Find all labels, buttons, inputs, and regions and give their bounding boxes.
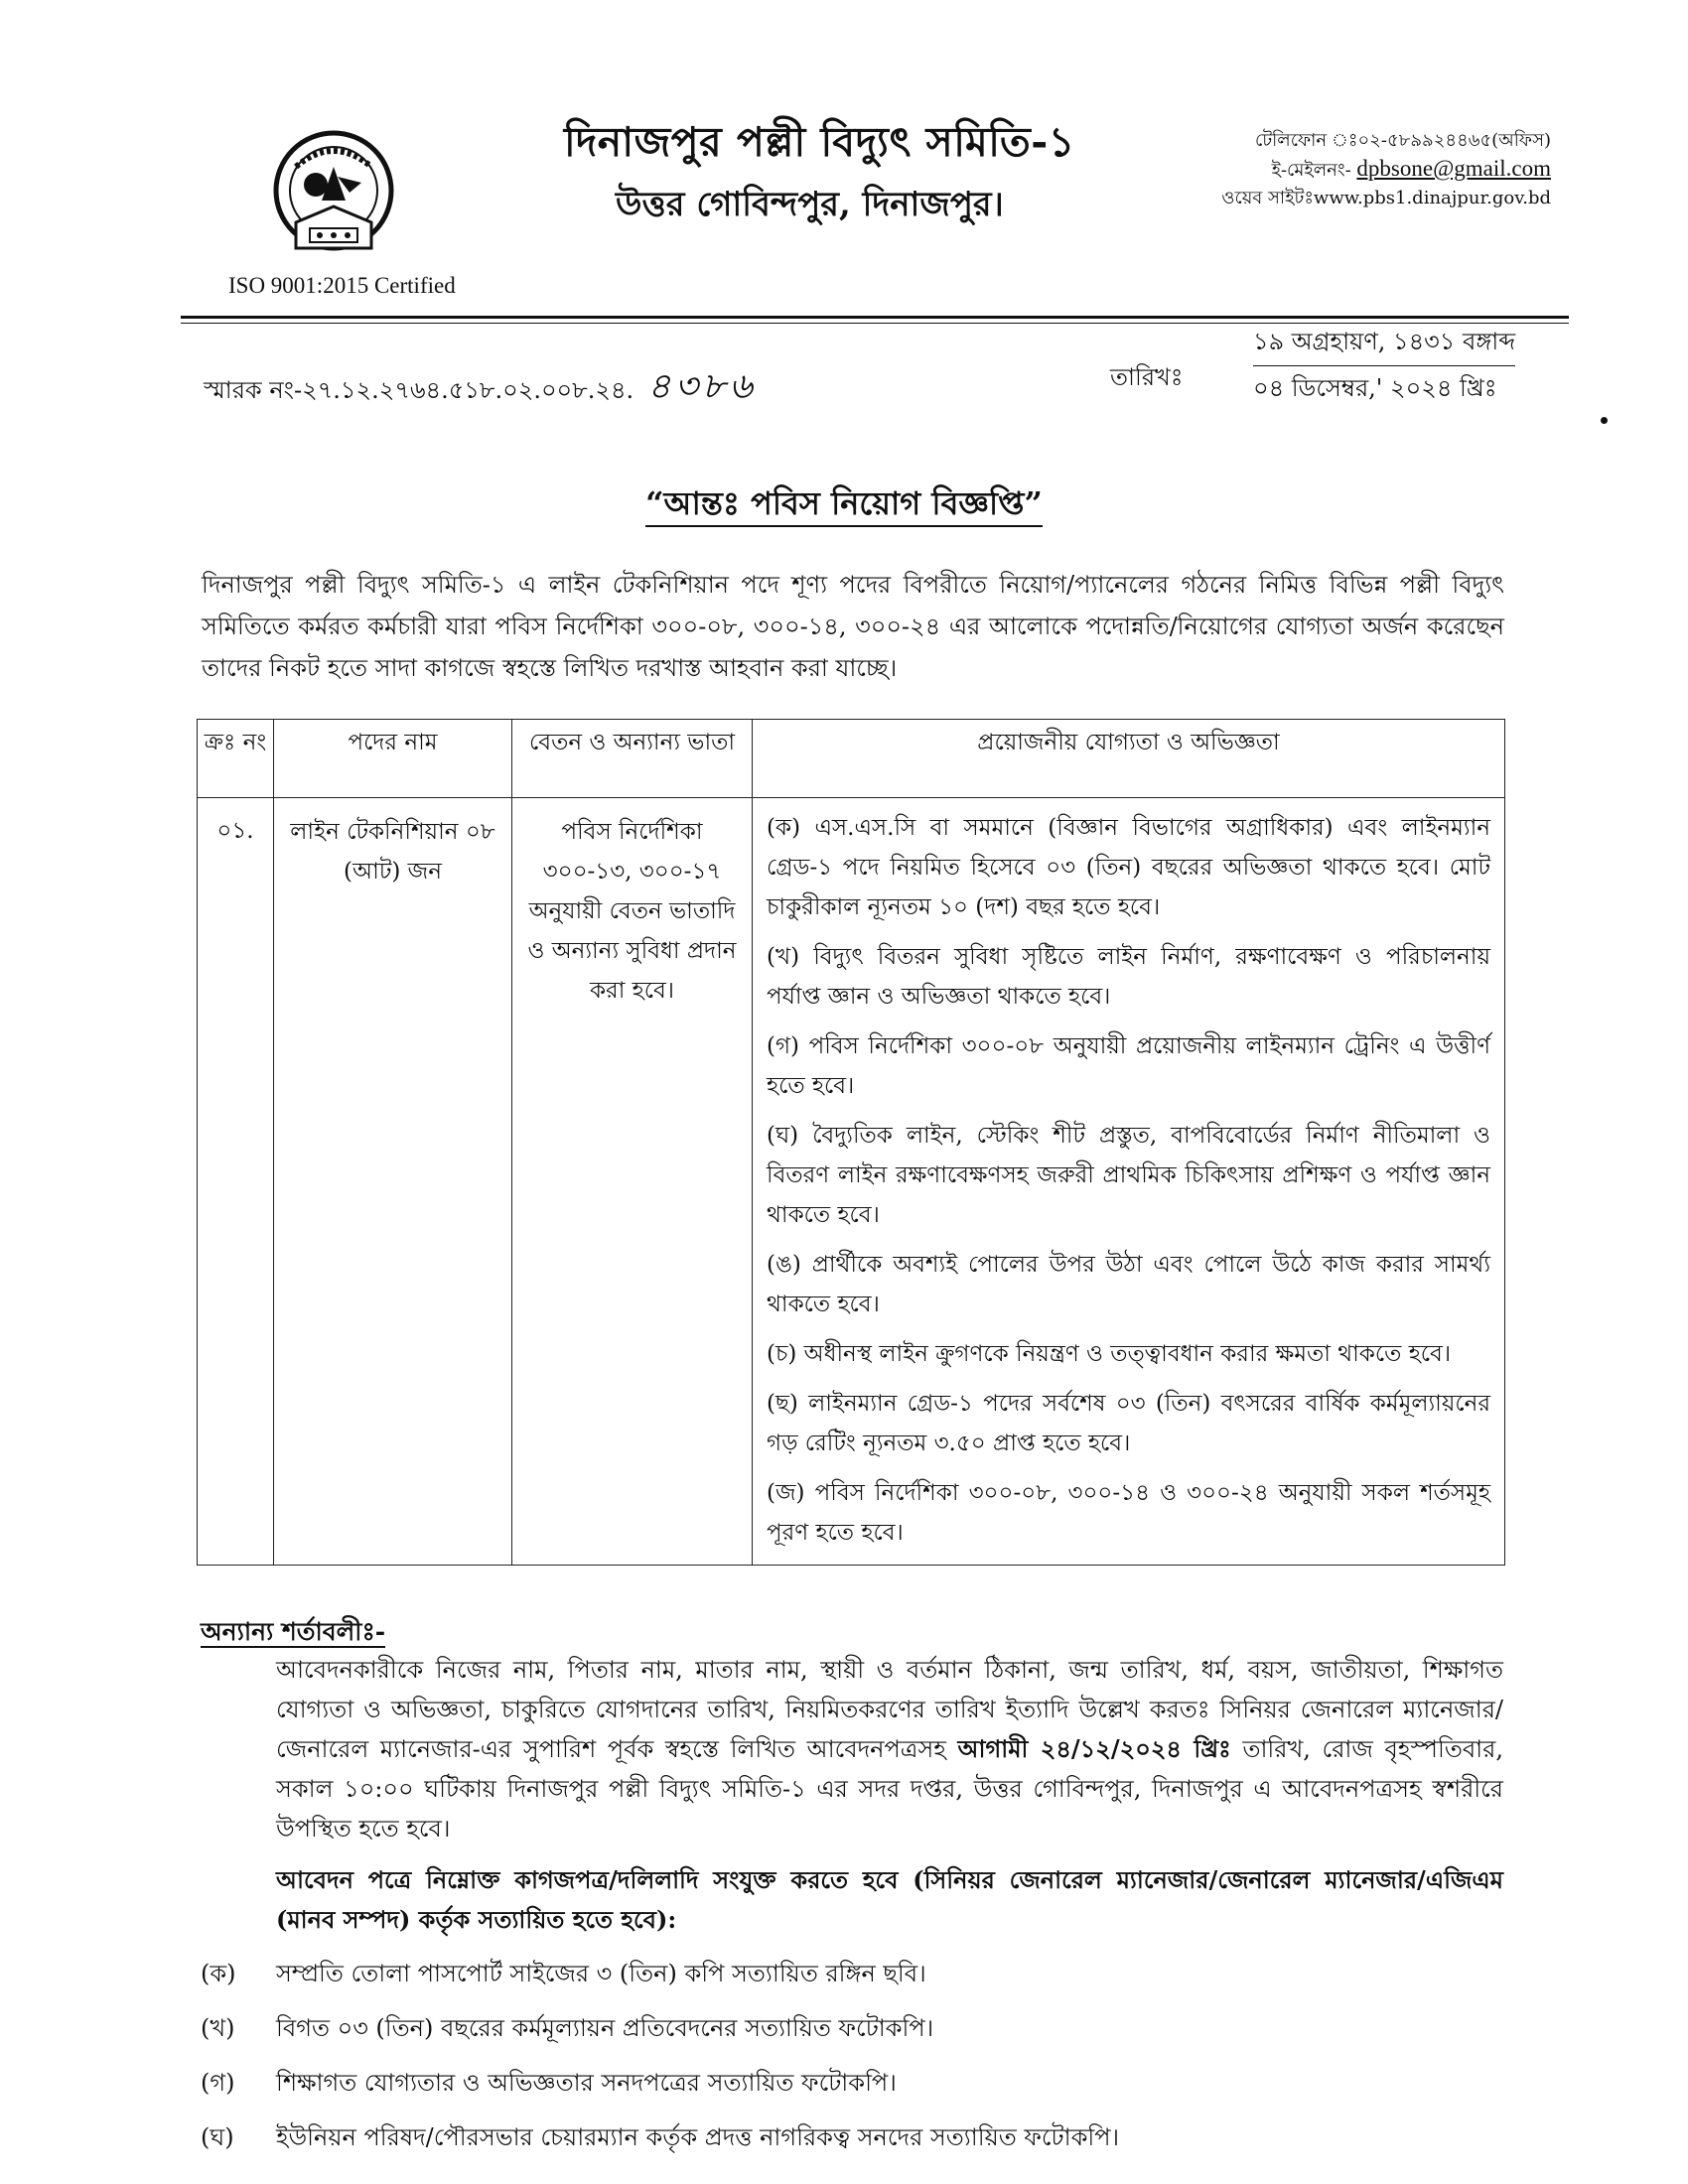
dates-block <box>1253 320 1515 410</box>
table-header-row <box>198 720 1505 798</box>
organization-name: দিনাজপুর পল্লী বিদ্যুৎ সমিতি-১ <box>564 118 1075 166</box>
list-item-key: (ক) <box>201 1960 236 1987</box>
list-item-text: ইউনিয়ন পরিষদ/পৌরসভার চেয়ারম্যান কর্তৃক প্রদত্ত নাগরিকত্ব সনদের সত্যায়িত ফটোকপি। <box>276 2123 1120 2151</box>
qualification-item: (চ) অধীনস্থ লাইন ক্রুগণকে নিয়ন্ত্রণ ও তত্ত্বাবধান করার ক্ষমতা থাকতে হবে। <box>767 1341 1452 1367</box>
list-item-key: (ঘ) <box>201 2123 234 2151</box>
stray-mark <box>1601 417 1608 424</box>
qualification-item: (জ) পবিস নির্দেশিকা ৩০০-০৮, ৩০০-১৪ ও ৩০০-২৪ অনুযায়ী সকল শর্তসমূহ পূরণ হতে হবে। <box>767 1480 1490 1546</box>
qualification-item: (গ) পবিস নির্দেশিকা ৩০০-০৮ অনুযায়ী প্রয়োজনীয় লাইনম্যান ট্রেনিং এ উত্তীর্ণ হতে হবে। <box>767 1033 1490 1099</box>
conditions-text-before: আবেদনকারীকে নিজের নাম, পিতার নাম, মাতার নাম, স্থায়ী ও বর্তমান ঠিকানা, জন্ম তারিখ, ধর্ম, বয়স, জাতীয়তা, শিক্ষাগত যোগ্যতা ও অভিজ্ঞতা, চাকুরিতে যোগদানের তারিখ, নিয়মিতকরণের তারিখ ইত্যাদি উল্লেখ করতঃ সিনিয়র জেনারেল ম্যানেজার/জেনারেল ম্যানেজার-এর সুপারিশ পূর্বক স্বহস্তে লিখিত আবেদনপত্রসহ <box>276 1656 1503 1763</box>
header-serial: ক্রঃ নং <box>198 720 274 798</box>
list-item-text: শিক্ষাগত যোগ্যতার ও অভিজ্ঞতার সনদপত্রের সত্যায়িত ফটোকপি। <box>276 2069 897 2097</box>
header-qualification: প্রয়োজনীয় যোগ্যতা ও অভিজ্ঞতা <box>753 720 1505 798</box>
header-post: পদের নাম <box>274 720 512 798</box>
organization-logo <box>266 127 401 261</box>
list-item-text: সম্প্রতি তোলা পাসপোর্ট সাইজের ৩ (তিন) কপি সত্যায়িত রঙ্গিন ছবি। <box>276 1960 926 1987</box>
conditions-title-text: অন্যান্য শর্তাবলীঃ- <box>201 1617 386 1646</box>
qualification-item: (খ) বিদ্যুৎ বিতরন সুবিধা সৃষ্টিতে লাইন নির্মাণ, রক্ষণাবেক্ষণ ও পরিচালনায় পর্যাপ্ত জ্ঞান ও অভিজ্ঞতা থাকতে হবে। <box>767 944 1490 1010</box>
website: ওয়েব সাইটঃwww.pbs1.dinajpur.gov.bd <box>1221 188 1551 208</box>
phone-number: টেলিফোন ঃ০২-৫৮৯৯২৪৪৬৫(অফিস) <box>1255 130 1551 151</box>
qualification-item: (ছ) লাইনম্যান গ্রেড-১ পদের সর্বশেষ ০৩ (তিন) বৎসরের বার্ষিক কর্মমূল্যায়নের গড় রেটিং ন্যূনতম ৩.৫০ প্রাপ্ত হতে হবে। <box>767 1391 1490 1456</box>
cell-pay: পবিস নির্দেশিকা ৩০০-১৩, ৩০০-১৭ অনুযায়ী বেতন ভাতাদি ও অন্যান্য সুবিধা প্রদান করা হবে। <box>512 798 753 1566</box>
notice-title-text: “আন্তঃ পবিস নিয়োগ বিজ্ঞপ্তি” <box>645 484 1043 527</box>
iso-certification: ISO 9001:2015 Certified <box>228 273 456 298</box>
requirements-table <box>197 719 1505 1566</box>
date-label: তারিখঃ <box>1110 363 1184 391</box>
list-item-key: (গ) <box>201 2069 235 2097</box>
cell-serial: ০১. <box>198 798 274 1566</box>
contact-block <box>1221 127 1551 212</box>
intro-paragraph: দিনাজপুর পল্লী বিদ্যুৎ সমিতি-১ এ লাইন টেকনিশিয়ান পদে শূণ্য পদের বিপরীতে নিয়োগ/প্যানেলের গঠনের নিমিত্ত বিভিন্ন পল্লী বিদ্যুৎ সমিতিতে কর্মরত কর্মচারী যারা পবিস নির্দেশিকা ৩০০-০৮, ৩০০-১৪, ৩০০-২৪ এর আলোকে পদোন্নতি/নিয়োগের যোগ্যতা অর্জন করেছেন তাদের নিকট হতে সাদা কাগজে স্বহস্তে লিখিত দরখাস্ত আহবান করা যাচ্ছে। <box>202 571 1504 682</box>
qualification-item: (ঘ) বৈদ্যুতিক লাইন, স্টেকিং শীট প্রস্তুত, বাপবিবোর্ডের নির্মাণ নীতিমালা ও বিতরণ লাইন রক্ষণাবেক্ষণসহ জরুরী প্রাথমিক চিকিৎসায় প্রশিক্ষণ ও পর্যাপ্ত জ্ঞান থাকতে হবে। <box>767 1123 1490 1228</box>
conditions-deadline: আগামী ২৪/১২/২০২৪ খ্রিঃ <box>957 1734 1231 1763</box>
date-english: ০৪ ডিসেম্বর,' ২০২৪ খ্রিঃ <box>1253 374 1497 402</box>
organization-address: উত্তর গোবিন্দপুর, দিনাজপুর। <box>616 185 1004 224</box>
memo-number <box>204 359 757 419</box>
list-item-key: (খ) <box>201 2014 235 2042</box>
table-row <box>198 798 1505 1566</box>
handwritten-number: ৪৩৮৬ <box>647 366 757 407</box>
header-pay: বেতন ও অন্যান্য ভাতা <box>512 720 753 798</box>
notice-title <box>0 478 1688 532</box>
memo-number-text: স্মারক নং-২৭.১২.২৭৬৪.৫১৮.০২.০০৮.২৪. <box>204 376 634 404</box>
header-rule-thick <box>181 316 1569 319</box>
conditions-title <box>201 1612 385 1655</box>
conditions-text-after: তারিখ, রোজ বৃহস্পতিবার, সকাল ১০:০০ ঘটিকায় দিনাজপুর পল্লী বিদ্যুৎ সমিতি-১ এর সদর দপ্তর, উত্তর গোবিন্দপুর, দিনাজপুর এ আবেদনপত্রসহ স্বশরীরে উপস্থিত হতে হবে। <box>276 1735 1503 1843</box>
documents-heading: আবেদন পত্রে নিম্নোক্ত কাগজপত্র/দলিলাদি সংযুক্ত করতে হবে (সিনিয়র জেনারেল ম্যানেজার/জেনারেল ম্যানেজার/এজিএম (মানব সম্পদ) কর্তৃক সত্যায়িত হতে হবে): <box>276 1865 1503 1934</box>
email-link[interactable]: dpbsone@gmail.com <box>1356 156 1551 181</box>
conditions-paragraph <box>276 1650 1503 1848</box>
qualification-item: (ক) এস.এস.সি বা সমমানে (বিজ্ঞান বিভাগের অগ্রাধিকার) এবং লাইনম্যান গ্রেড-১ পদে নিয়মিত হিসেবে ০৩ (তিন) বছরের অভিজ্ঞতা থাকতে হবে। মোট চাকুরীকাল ন্যূনতম ১০ (দশ) বছর হতে হবে। <box>767 815 1490 920</box>
email-label: ই-মেইলনং- <box>1271 160 1351 181</box>
list-item-text: বিগত ০৩ (তিন) বছরের কর্মমূল্যায়ন প্রতিবেদনের সত্যায়িত ফটোকপি। <box>276 2014 934 2042</box>
qualification-item: (ঙ) প্রার্থীকে অবশ্যই পোলের উপর উঠা এবং পোলে উঠে কাজ করার সামর্থ্য থাকতে হবে। <box>767 1252 1490 1317</box>
date-bangla: ১৯ অগ্রহায়ণ, ১৪৩১ বঙ্গাব্দ <box>1253 320 1515 366</box>
cell-qualifications <box>753 798 1505 1566</box>
cell-post: লাইন টেকনিশিয়ান ০৮ (আট) জন <box>274 798 512 1566</box>
